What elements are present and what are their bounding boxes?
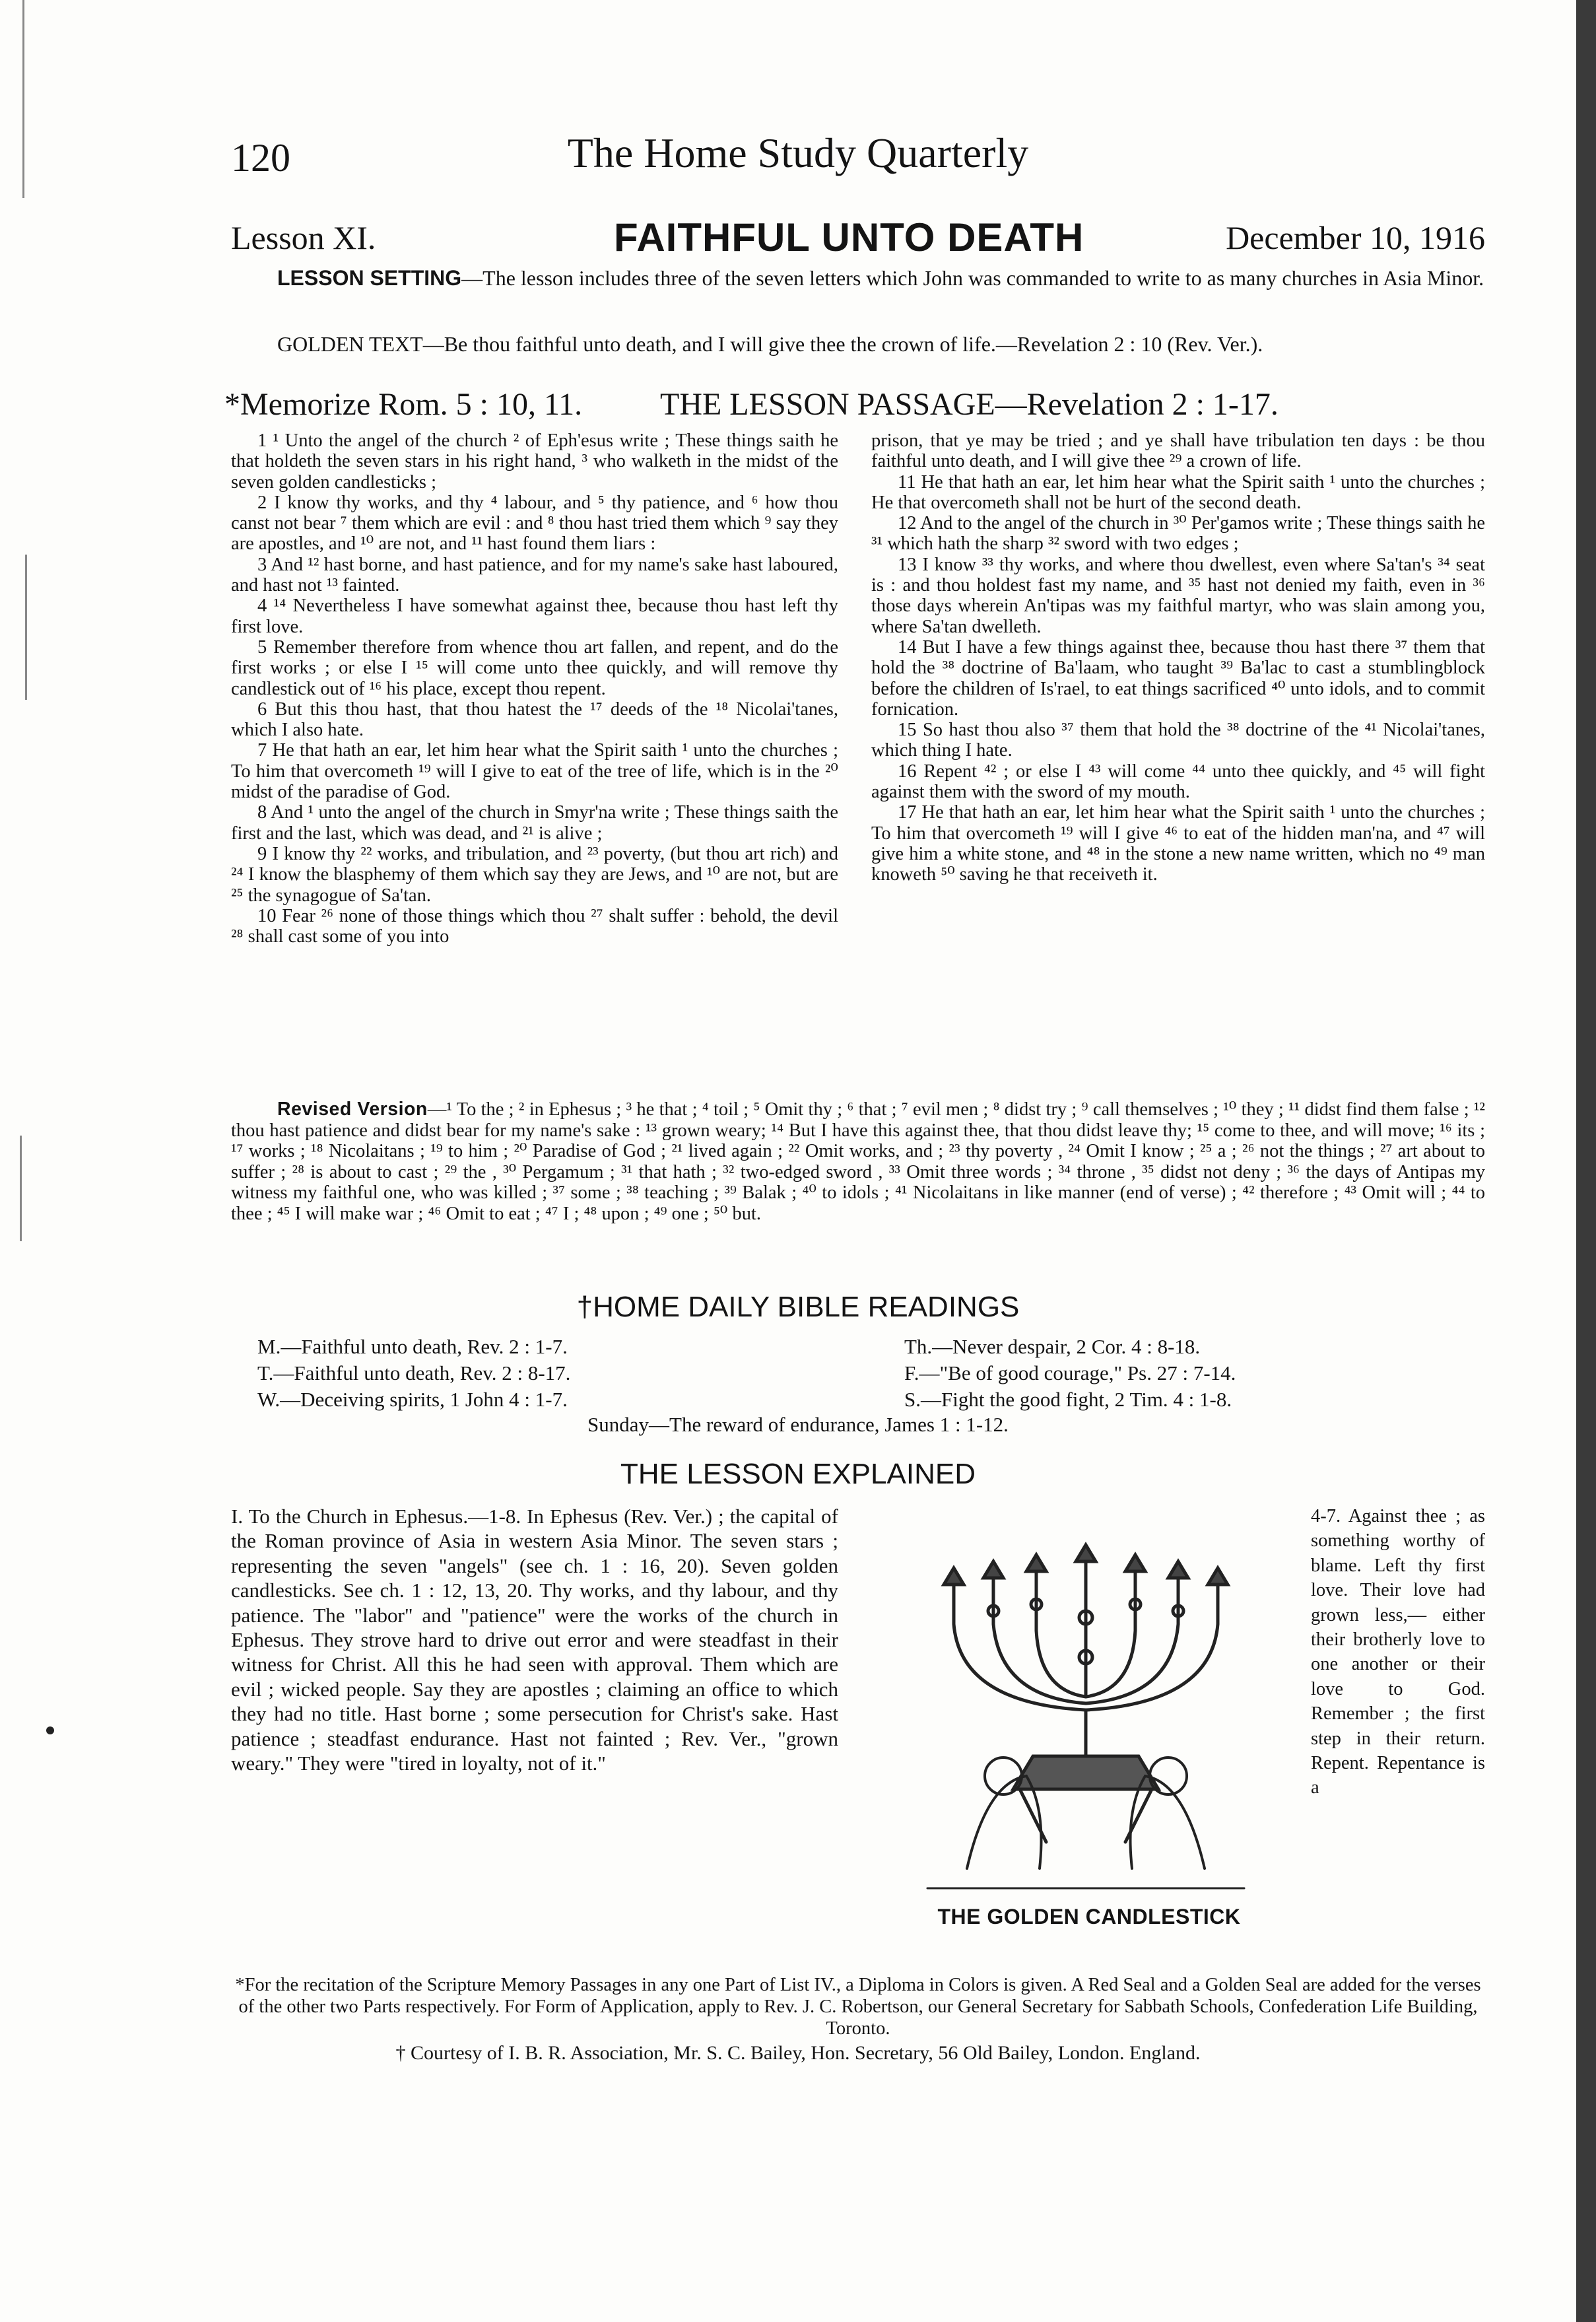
setting-text: —The lesson includes three of the seven letters which John was commanded to write to as many churches in Asia Minor. (461, 266, 1484, 290)
passage-left-column (231, 430, 838, 947)
golden-candlestick-image (888, 1499, 1284, 1895)
revised-version-notes (231, 1099, 1485, 1224)
lesson-title: FAITHFUL UNTO DEATH (614, 215, 1084, 259)
memory-footnote: *For the recitation of the Scripture Memory Passages in any one Part of List IV., a Diploma in Colors is given. A Red Seal and a Golden Seal are added for the verses of the other two Parts respectively. For Form of Application, apply to Rev. J. C. Robertson, our General Secretary for Sabbath Schools, Confederation Life Building, Toronto. (235, 1975, 1481, 2039)
revised-version-text: —¹ To the ; ² in Ephesus ; ³ he that ; ⁴ toil ; ⁵ Omit thy ; ⁶ that ; ⁷ evil men ; ⁸ didst try ; ⁹ call themselves ; ¹⁰ they ; ¹¹ didst find them false ; ¹² thou hast patience and didst bear for my name's sake : ¹³ grown weary; ¹⁴ But I have this against thee, that thou didst leave thy; ¹⁵ come to thee, and will move; ¹⁶ its ; ¹⁷ works ; ¹⁸ Nicolaitans ; ¹⁹ to him ; ²⁰ Paradise of God ; ²¹ lived again ; ²² Omit works, and ; ²³ thy poverty , ²⁴ Omit I know ; ²⁵ a ; ²⁶ not the things ; ²⁷ art about to suffer ; ²⁸ is about to cast ; ²⁹ the , ³⁰ Pergamum ; ³¹ that hath ; ³² two-edged sword , ³³ Omit three words ; ³⁴ throne , ³⁵ didst not deny ; ³⁶ the days of Antipas my witness my faithful one, who was killed ; ³⁷ some ; ³⁸ teaching ; ³⁹ Balak ; ⁴⁰ to idols ; ⁴¹ Nicolaitans in like manner (end of verse) ; ⁴² therefore ; ⁴³ Omit will ; ⁴⁴ to thee ; ⁴⁵ I will make war ; ⁴⁶ Omit to eat ; ⁴⁷ I ; ⁴⁸ upon ; ⁴⁹ one ; ⁵⁰ but. (231, 1099, 1485, 1224)
scan-speck (20, 1136, 22, 1241)
verse: 16 Repent ⁴² ; or else I ⁴³ will come ⁴⁴ unto thee quickly, and ⁴⁵ will fight against them with the sword of my mouth. (871, 761, 1485, 803)
verse-continuation: prison, that ye may be tried ; and ye shall have tribulation ten days : be thou faithful unto death, and I will give thee ²⁹ a crown of life. (871, 430, 1485, 472)
verse: 13 I know ³³ thy works, and where thou dwellest, even where Sa'tan's ³⁴ seat is : and thou holdest fast my name, and ³⁵ hast not denied my faith, even in ³⁶ those days wherein An'tipas was my faithful martyr, who was slain among you, where Sa'tan dwelleth. (871, 554, 1485, 637)
reading-item: Th.—Never despair, 2 Cor. 4 : 8-18. (904, 1335, 1201, 1358)
explained-left-column: I. To the Church in Ephesus.—1-8. In Ephesus (Rev. Ver.) ; the capital of the Roman province of Asia in western Asia Minor. The seven stars ; representing the seven "angels" (see ch. 1 : 16, 20). Seven golden candlesticks. See ch. 1 : 12, 13, 20. Thy works, and thy labour, and thy patience. The "labor" and "patience" were the works of the church in Ephesus. They strove hard to drive out error and were steadfast in their witness for Christ. All this he had seen with approval. Them which are evil ; wicked people. Say they are apostles ; claiming an office to which they had no title. Hast borne ; some persecution for Christ's sake. Hast patience ; steadfast endurance. Hast not fainted ; Rev. Ver., "grown weary." They were "tired in loyalty, not of it." (231, 1505, 838, 1775)
revised-version-label: Revised Version (277, 1099, 428, 1120)
verse: 8 And ¹ unto the angel of the church in Smyr'na write ; These things saith the first and the last, which was dead, and ²¹ is alive ; (231, 802, 838, 844)
verse: 1 ¹ Unto the angel of the church ² of Eph'esus write ; These things saith he that holdeth the seven stars in his right hand, ³ who walketh in the midst of the seven golden candlesticks ; (231, 430, 838, 493)
courtesy-footnote: † Courtesy of I. B. R. Association, Mr. S. C. Bailey, Hon. Secretary, 56 Old Bailey, London. England. (395, 2042, 1201, 2064)
explained-right-column: 4-7. Against thee ; as something worthy of blame. Left thy first love. Their love had grown less,— either their brotherly love to one another or their love to God. Remember ; the first step in their return. Repent. Repentance is a (1311, 1506, 1485, 1798)
passage-right-column (871, 430, 1485, 885)
passage-title: THE LESSON PASSAGE—Revelation 2 : 1-17. (660, 387, 1279, 422)
verse: 15 So hast thou also ³⁷ them that hold the ³⁸ doctrine of the ⁴¹ Nicolai'tanes, which thing I hate. (871, 720, 1485, 761)
reading-item: S.—Fight the good fight, 2 Tim. 4 : 1-8. (904, 1388, 1232, 1411)
scan-edge-bar (1576, 0, 1596, 2322)
reading-item: M.—Faithful unto death, Rev. 2 : 1-7. (257, 1335, 568, 1358)
verse: 2 I know thy works, and thy ⁴ labour, and ⁵ thy patience, and ⁶ how thou canst not bear ⁷ them which are evil : and ⁸ thou hast tried them which ⁹ say they are apostles, and ¹⁰ are not, and ¹¹ hast found them liars : (231, 492, 838, 555)
lesson-header (231, 215, 1485, 261)
verse: 12 And to the angel of the church in ³⁰ Per'gamos write ; These things saith he ³¹ which hath the sharp ³² sword with two edges ; (871, 513, 1485, 555)
verse: 10 Fear ²⁶ none of those things which thou ²⁷ shalt suffer : behold, the devil ²⁸ shall cast some of you into (231, 905, 838, 947)
verse: 11 He that hath an ear, let him hear what the Spirit saith ¹ unto the churches ; He that overcometh shall not be hurt of the second death. (871, 471, 1485, 513)
setting-label: LESSON SETTING (277, 266, 462, 290)
reading-item: W.—Deceiving spirits, 1 John 4 : 1-7. (257, 1388, 568, 1411)
reading-sunday: Sunday—The reward of endurance, James 1 : 1-12. (587, 1413, 1009, 1436)
daily-readings-right (904, 1334, 1498, 1413)
journal-title: The Home Study Quarterly (567, 129, 1029, 176)
verse: 9 I know thy ²² works, and tribulation, and ²³ poverty, (but thou art rich) and ²⁴ I know the blasphemy of them which say they are Jews, and ¹⁰ are not, but are ²⁵ the synagogue of Sa'tan. (231, 843, 838, 906)
golden-text: GOLDEN TEXT—Be thou faithful unto death, and I will give thee the crown of life.—Revelation 2 : 10 (Rev. Ver.). (277, 332, 1263, 356)
image-caption: THE GOLDEN CANDLESTICK (937, 1905, 1241, 1929)
verse: 7 He that hath an ear, let him hear what the Spirit saith ¹ unto the churches ; To him that overcometh ¹⁹ will I give to eat of the tree of life, which is in the ²⁰ midst of the paradise of God. (231, 740, 838, 803)
lesson-date: December 10, 1916 (1226, 219, 1485, 256)
daily-readings-title: †HOME DAILY BIBLE READINGS (576, 1291, 1020, 1323)
daily-readings-left (257, 1334, 851, 1413)
verse: 5 Remember therefore from whence thou art fallen, and repent, and do the first works ; or else I ¹⁵ will come unto thee quickly, and will remove thy candlestick out of ¹⁶ his place, except thou repent. (231, 636, 838, 699)
verse: 17 He that hath an ear, let him hear what the Spirit saith ¹ unto the churches ; To him that overcometh ¹⁹ will I give ⁴⁶ to eat of the hidden man'na, and ⁴⁷ will give him a white stone, and ⁴⁸ in the stone a new name written, which no ⁴⁹ man knoweth ⁵⁰ saving he that receiveth it. (871, 802, 1485, 885)
verse: 3 And ¹² hast borne, and hast patience, and for my name's sake hast laboured, and hast not ¹³ fainted. (231, 554, 838, 596)
reading-item: F.—"Be of good courage," Ps. 27 : 7-14. (904, 1361, 1236, 1384)
verse: 6 But this thou hast, that thou hatest the ¹⁷ deeds of the ¹⁸ Nicolai'tanes, which I also hate. (231, 699, 838, 741)
memorize-note: *Memorize Rom. 5 : 10, 11. (224, 387, 583, 422)
lesson-setting (231, 264, 1485, 292)
scan-speck (25, 555, 27, 700)
reading-item: T.—Faithful unto death, Rev. 2 : 8-17. (257, 1361, 571, 1384)
verse: 4 ¹⁴ Nevertheless I have somewhat against thee, because thou hast left thy first love. (231, 596, 838, 637)
page-number: 120 (231, 136, 290, 180)
lesson-number: Lesson XI. (231, 219, 376, 256)
scan-speck (46, 1726, 54, 1734)
lesson-explained-title: THE LESSON EXPLAINED (620, 1458, 976, 1490)
verse: 14 But I have a few things against thee, because thou hast there ³⁷ them that hold the ³⁸ doctrine of Ba'laam, who taught ³⁹ Ba'lac to cast a stumblingblock before the children of Is'rael, to eat things sacrificed ⁴⁰ unto idols, and to commit fornication. (871, 636, 1485, 720)
